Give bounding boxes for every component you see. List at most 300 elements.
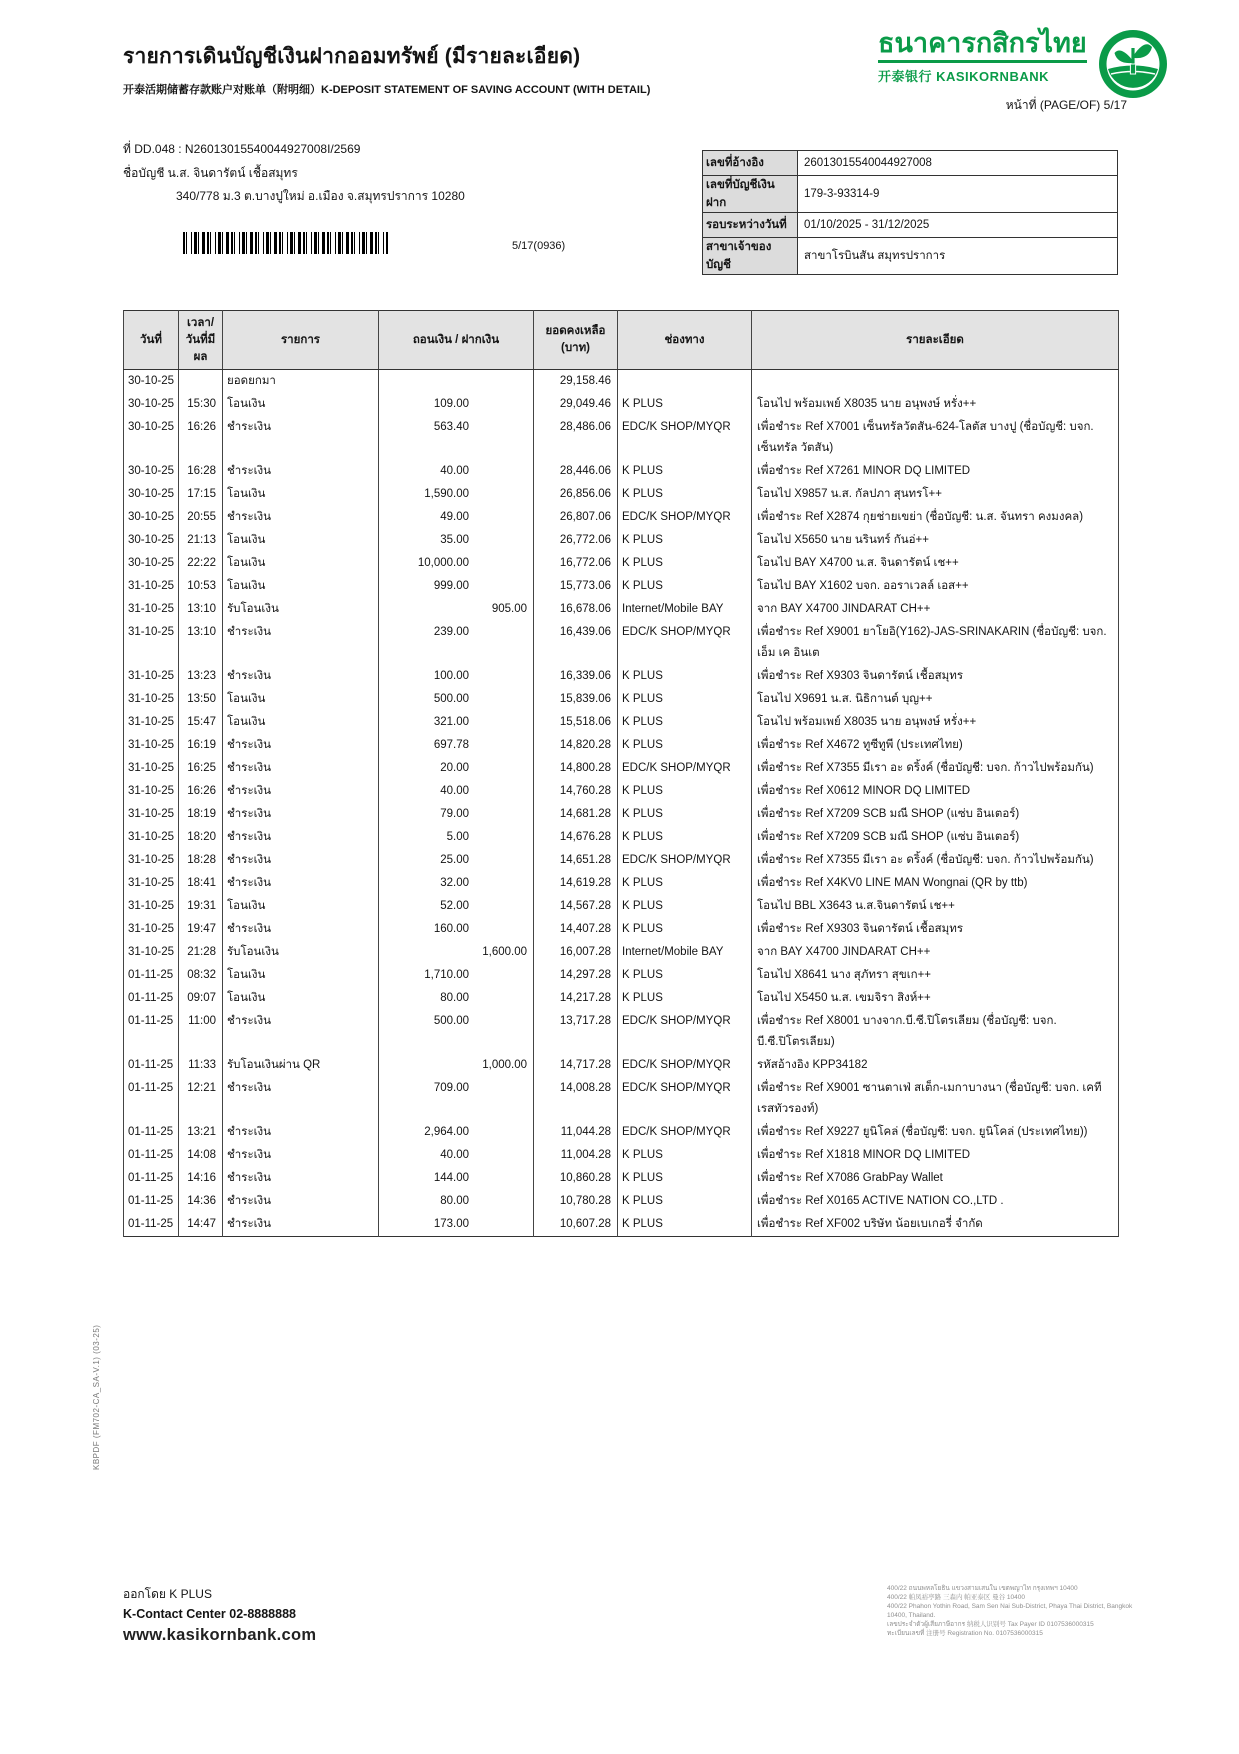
txn-channel: K PLUS (618, 483, 752, 506)
txn-amount: 144.00 (379, 1167, 534, 1190)
txn-details: เพื่อชำระ Ref X7209 SCB มณี SHOP (แซ่บ อินเตอร์) (752, 803, 1119, 826)
txn-date: 01-11-25 (124, 1167, 179, 1190)
txn-time: 12:21 (179, 1077, 223, 1121)
txn-channel: K PLUS (618, 1213, 752, 1237)
txn-channel: K PLUS (618, 688, 752, 711)
txn-date: 31-10-25 (124, 918, 179, 941)
txn-date: 30-10-25 (124, 483, 179, 506)
txn-item: โอนเงิน (223, 711, 379, 734)
txn-details: รหัสอ้างอิง KPP34182 (752, 1054, 1119, 1077)
txn-date: 30-10-25 (124, 552, 179, 575)
txn-item: รับโอนเงิน (223, 598, 379, 621)
txn-time: 17:15 (179, 483, 223, 506)
txn-item: ชำระเงิน (223, 1077, 379, 1121)
txn-details: เพื่อชำระ Ref X7001 เซ็นทรัลวัตสัน-624-โลตัส บางปู (ชื่อบัญชี: บจก. เซ็นทรัล วัตสัน) (752, 416, 1119, 460)
txn-details (752, 370, 1119, 394)
txn-details: โอนไป X5450 น.ส. เขมจิรา สิงห์++ (752, 987, 1119, 1010)
transaction-row (124, 1190, 1119, 1213)
txn-balance: 16,772.06 (534, 552, 618, 575)
txn-time: 22:22 (179, 552, 223, 575)
txn-item: โอนเงิน (223, 552, 379, 575)
txn-balance: 16,439.06 (534, 621, 618, 665)
txn-item: โอนเงิน (223, 964, 379, 987)
txn-details: เพื่อชำระ Ref X9303 จินดารัตน์ เชื้อสมุทร (752, 918, 1119, 941)
txn-balance: 14,717.28 (534, 1054, 618, 1077)
txn-item: โอนเงิน (223, 483, 379, 506)
txn-time: 15:30 (179, 393, 223, 416)
txn-balance: 10,860.28 (534, 1167, 618, 1190)
txn-details: จาก BAY X4700 JINDARAT CH++ (752, 941, 1119, 964)
txn-item: โอนเงิน (223, 393, 379, 416)
txn-channel: K PLUS (618, 1167, 752, 1190)
txn-item: ชำระเงิน (223, 621, 379, 665)
txn-details: เพื่อชำระ Ref X0612 MINOR DQ LIMITED (752, 780, 1119, 803)
txn-channel: EDC/K SHOP/MYQR (618, 1077, 752, 1121)
txn-item: ชำระเงิน (223, 506, 379, 529)
txn-item: ชำระเงิน (223, 826, 379, 849)
transaction-row (124, 552, 1119, 575)
txn-balance: 15,839.06 (534, 688, 618, 711)
txn-date: 31-10-25 (124, 803, 179, 826)
txn-date: 31-10-25 (124, 598, 179, 621)
fineprint-line: 400/22 帕凤裕亭路 三森内 帕亚泰区 曼谷 10400 (887, 1594, 1025, 1601)
txn-details: เพื่อชำระ Ref X0165 ACTIVE NATION CO.,LTD . (752, 1190, 1119, 1213)
transaction-row (124, 987, 1119, 1010)
info-value: 179-3-93314-9 (798, 176, 1118, 213)
bank-website: www.kasikornbank.com (123, 1626, 317, 1644)
txn-date: 31-10-25 (124, 621, 179, 665)
txn-date: 01-11-25 (124, 1010, 179, 1054)
txn-date: 31-10-25 (124, 575, 179, 598)
bank-address-fineprint (887, 1584, 1137, 1638)
txn-balance: 14,760.28 (534, 780, 618, 803)
txn-balance: 14,407.28 (534, 918, 618, 941)
txn-channel: Internet/Mobile BAY (618, 598, 752, 621)
txn-amount (379, 370, 534, 394)
txn-channel: K PLUS (618, 964, 752, 987)
bank-name-sub: 开泰银行 KASIKORNBANK (878, 60, 1087, 85)
txn-amount: 52.00 (379, 895, 534, 918)
txn-balance: 26,807.06 (534, 506, 618, 529)
col-header-balance-line2: (บาท) (561, 342, 590, 354)
txn-item: ชำระเงิน (223, 1121, 379, 1144)
txn-item: โอนเงิน (223, 529, 379, 552)
txn-item: ชำระเงิน (223, 734, 379, 757)
txn-item: รับโอนเงิน (223, 941, 379, 964)
txn-balance: 10,780.28 (534, 1190, 618, 1213)
txn-balance: 15,518.06 (534, 711, 618, 734)
txn-time: 13:21 (179, 1121, 223, 1144)
txn-date: 31-10-25 (124, 849, 179, 872)
transaction-row (124, 1077, 1119, 1121)
txn-details: เพื่อชำระ Ref X7355 มีเรา อะ ดริ้งค์ (ชื่อบัญชี: บจก. ก้าวไปพร้อมกัน) (752, 757, 1119, 780)
info-value: สาขาโรบินสัน สมุทรปราการ (798, 238, 1118, 275)
txn-date: 31-10-25 (124, 895, 179, 918)
txn-details: โอนไป พร้อมเพย์ X8035 นาย อนุพงษ์ หรั่ง++ (752, 393, 1119, 416)
txn-time: 13:10 (179, 621, 223, 665)
txn-item: ชำระเงิน (223, 1144, 379, 1167)
txn-item: โอนเงิน (223, 575, 379, 598)
txn-date: 31-10-25 (124, 711, 179, 734)
txn-channel: EDC/K SHOP/MYQR (618, 416, 752, 460)
txn-time: 21:13 (179, 529, 223, 552)
txn-amount: 160.00 (379, 918, 534, 941)
txn-item: ชำระเงิน (223, 803, 379, 826)
transaction-row (124, 872, 1119, 895)
txn-balance: 11,044.28 (534, 1121, 618, 1144)
txn-time: 16:19 (179, 734, 223, 757)
txn-time: 13:10 (179, 598, 223, 621)
transaction-row (124, 393, 1119, 416)
txn-balance: 14,567.28 (534, 895, 618, 918)
txn-amount: 100.00 (379, 665, 534, 688)
info-label: สาขาเจ้าของบัญชี (703, 238, 798, 275)
txn-channel: K PLUS (618, 734, 752, 757)
txn-item: โอนเงิน (223, 987, 379, 1010)
col-header-channel: ช่องทาง (618, 311, 752, 370)
txn-balance: 14,800.28 (534, 757, 618, 780)
txn-balance: 14,681.28 (534, 803, 618, 826)
info-row (703, 238, 1118, 275)
txn-details: โอนไป BBL X3643 น.ส.จินดารัตน์ เช++ (752, 895, 1119, 918)
bank-logo-block (878, 28, 1169, 100)
col-header-time-line1: เวลา/ (186, 316, 215, 329)
txn-amount: 500.00 (379, 1010, 534, 1054)
txn-time: 09:07 (179, 987, 223, 1010)
txn-time: 11:33 (179, 1054, 223, 1077)
txn-amount: 697.78 (379, 734, 534, 757)
txn-amount: 563.40 (379, 416, 534, 460)
transaction-row (124, 529, 1119, 552)
txn-item: ชำระเงิน (223, 780, 379, 803)
txn-item: ชำระเงิน (223, 918, 379, 941)
transaction-row (124, 964, 1119, 987)
fineprint-line: 400/22 Phahon Yothin Road, Sam Sen Nai Sub-District, Phaya Thai District, Bangkok 10400, Thailand. (887, 1603, 1133, 1619)
info-label: รอบระหว่างวันที่ (703, 213, 798, 238)
txn-item: ยอดยกมา (223, 370, 379, 394)
txn-item: ชำระเงิน (223, 1190, 379, 1213)
txn-details: เพื่อชำระ Ref X9001 ซานตาเฟ่ สเต็ก-เมกาบางนา (ชื่อบัญชี: บจก. เคที เรสทัวรองท์) (752, 1077, 1119, 1121)
txn-balance: 29,049.46 (534, 393, 618, 416)
txn-balance: 13,717.28 (534, 1010, 618, 1054)
txn-details: เพื่อชำระ Ref X7086 GrabPay Wallet (752, 1167, 1119, 1190)
fineprint-line: เลขประจำตัวผู้เสียภาษีอากร 纳税人识别号 Tax Payer ID 0107536000315 (887, 1621, 1094, 1628)
txn-amount: 321.00 (379, 711, 534, 734)
txn-item: รับโอนเงินผ่าน QR (223, 1054, 379, 1077)
bank-name-th: ธนาคารกสิกรไทย (878, 28, 1087, 58)
txn-amount: 32.00 (379, 872, 534, 895)
txn-channel: K PLUS (618, 895, 752, 918)
txn-date: 01-11-25 (124, 1213, 179, 1237)
bank-name-block (878, 28, 1087, 85)
txn-item: ชำระเงิน (223, 416, 379, 460)
txn-details: เพื่อชำระ Ref X7209 SCB มณี SHOP (แซ่บ อินเตอร์) (752, 826, 1119, 849)
txn-details: โอนไป BAY X1602 บจก. ออราเวลล์ เอส++ (752, 575, 1119, 598)
txn-channel: K PLUS (618, 1190, 752, 1213)
transaction-row (124, 780, 1119, 803)
info-value: 01/10/2025 - 31/12/2025 (798, 213, 1118, 238)
txn-time: 11:00 (179, 1010, 223, 1054)
info-label: เลขที่อ้างอิง (703, 151, 798, 176)
txn-item: ชำระเงิน (223, 849, 379, 872)
txn-amount: 1,710.00 (379, 964, 534, 987)
txn-date: 31-10-25 (124, 734, 179, 757)
txn-balance: 16,007.28 (534, 941, 618, 964)
txn-date: 01-11-25 (124, 1144, 179, 1167)
txn-details: เพื่อชำระ Ref X2874 กุยช่ายเขย่า (ชื่อบัญชี: น.ส. จันทรา คงมงคล) (752, 506, 1119, 529)
transaction-row (124, 1054, 1119, 1077)
transaction-row (124, 711, 1119, 734)
transaction-row (124, 1167, 1119, 1190)
transaction-row (124, 1213, 1119, 1237)
txn-date: 31-10-25 (124, 872, 179, 895)
txn-channel: K PLUS (618, 872, 752, 895)
txn-channel: K PLUS (618, 780, 752, 803)
account-info-box (702, 150, 1118, 275)
form-code-side-note: KBPDF (FM702-CA_SA-V.1) (03-25) (92, 1324, 101, 1470)
transaction-row (124, 621, 1119, 665)
document-number: ที่ DD.048 : N26013015540044927008I/2569 (123, 142, 361, 156)
txn-amount: 25.00 (379, 849, 534, 872)
txn-time: 16:25 (179, 757, 223, 780)
col-header-time-line2: วันที่มีผล (185, 333, 216, 363)
txn-channel: K PLUS (618, 987, 752, 1010)
txn-balance: 16,678.06 (534, 598, 618, 621)
txn-time: 19:31 (179, 895, 223, 918)
txn-date: 30-10-25 (124, 529, 179, 552)
txn-date: 31-10-25 (124, 780, 179, 803)
txn-amount: 500.00 (379, 688, 534, 711)
txn-channel: EDC/K SHOP/MYQR (618, 1054, 752, 1077)
txn-details: โอนไป X5650 นาย นรินทร์ กันอ่++ (752, 529, 1119, 552)
txn-time: 20:55 (179, 506, 223, 529)
txn-channel: EDC/K SHOP/MYQR (618, 621, 752, 665)
txn-details: เพื่อชำระ Ref X7261 MINOR DQ LIMITED (752, 460, 1119, 483)
txn-item: ชำระเงิน (223, 1167, 379, 1190)
txn-amount: 35.00 (379, 529, 534, 552)
txn-date: 01-11-25 (124, 1121, 179, 1144)
txn-balance: 14,008.28 (534, 1077, 618, 1121)
txn-channel: K PLUS (618, 529, 752, 552)
txn-time: 08:32 (179, 964, 223, 987)
info-value: 26013015540044927008 (798, 151, 1118, 176)
txn-balance: 26,856.06 (534, 483, 618, 506)
txn-amount: 20.00 (379, 757, 534, 780)
transaction-row (124, 506, 1119, 529)
txn-channel (618, 370, 752, 394)
txn-amount: 40.00 (379, 460, 534, 483)
txn-amount: 80.00 (379, 1190, 534, 1213)
txn-date: 31-10-25 (124, 826, 179, 849)
txn-channel: EDC/K SHOP/MYQR (618, 1121, 752, 1144)
txn-balance: 11,004.28 (534, 1144, 618, 1167)
txn-details: เพื่อชำระ Ref X9303 จินดารัตน์ เชื้อสมุทร (752, 665, 1119, 688)
txn-date: 01-11-25 (124, 1054, 179, 1077)
txn-time: 14:16 (179, 1167, 223, 1190)
txn-time: 15:47 (179, 711, 223, 734)
txn-amount: 2,964.00 (379, 1121, 534, 1144)
txn-date: 30-10-25 (124, 393, 179, 416)
col-header-date: วันที่ (124, 311, 179, 370)
txn-channel: K PLUS (618, 803, 752, 826)
txn-date: 31-10-25 (124, 757, 179, 780)
col-header-time (179, 311, 223, 370)
txn-time: 10:53 (179, 575, 223, 598)
transaction-row (124, 688, 1119, 711)
txn-date: 31-10-25 (124, 941, 179, 964)
transaction-row (124, 918, 1119, 941)
txn-balance: 14,651.28 (534, 849, 618, 872)
txn-balance: 14,820.28 (534, 734, 618, 757)
issued-by: ออกโดย K PLUS (123, 1587, 212, 1601)
txn-details: เพื่อชำระ Ref X8001 บางจาก.บี.ซี.ปิโตรเลียม (ชื่อบัญชี: บจก. บี.ซี.ปิโตรเลียม) (752, 1010, 1119, 1054)
fineprint-line: 400/22 ถนนพหลโยธิน แขวงสามเสนใน เขตพญาไท กรุงเทพฯ 10400 (887, 1585, 1078, 1592)
txn-details: จาก BAY X4700 JINDARAT CH++ (752, 598, 1119, 621)
page-subtitle: 开泰活期储蓄存款账户对账单（附明细）K-DEPOSIT STATEMENT OF SAVING ACCOUNT (WITH DETAIL) (123, 84, 651, 96)
txn-amount: 79.00 (379, 803, 534, 826)
col-header-balance-line1: ยอดคงเหลือ (545, 325, 606, 337)
txn-time: 13:50 (179, 688, 223, 711)
txn-amount: 10,000.00 (379, 552, 534, 575)
txn-details: เพื่อชำระ Ref XF002 บริษัท น้อยเบเกอรี่ จำกัด (752, 1213, 1119, 1237)
txn-balance: 15,773.06 (534, 575, 618, 598)
txn-time: 14:08 (179, 1144, 223, 1167)
transaction-row (124, 460, 1119, 483)
account-info-body (703, 151, 1118, 275)
txn-time: 18:28 (179, 849, 223, 872)
txn-details: โอนไป BAY X4700 น.ส. จินดารัตน์ เช++ (752, 552, 1119, 575)
txn-time: 14:47 (179, 1213, 223, 1237)
txn-details: เพื่อชำระ Ref X1818 MINOR DQ LIMITED (752, 1144, 1119, 1167)
transaction-row (124, 757, 1119, 780)
txn-balance: 16,339.06 (534, 665, 618, 688)
transaction-row (124, 483, 1119, 506)
transaction-row (124, 826, 1119, 849)
txn-channel: K PLUS (618, 1144, 752, 1167)
txn-date: 31-10-25 (124, 665, 179, 688)
txn-amount: 1,600.00 (379, 941, 534, 964)
txn-balance: 10,607.28 (534, 1213, 618, 1237)
txn-balance: 28,486.06 (534, 416, 618, 460)
txn-table-body (124, 370, 1119, 1237)
txn-item: ชำระเงิน (223, 872, 379, 895)
txn-details: โอนไป X9691 น.ส. นิธิกานต์ บุญ++ (752, 688, 1119, 711)
txn-details: โอนไป X8641 นาง สุภัทรา สุขเก++ (752, 964, 1119, 987)
txn-amount: 999.00 (379, 575, 534, 598)
transaction-row (124, 1144, 1119, 1167)
txn-details: เพื่อชำระ Ref X9001 ยาโยอิ(Y162)-JAS-SRINAKARIN (ชื่อบัญชี: บจก. เอ็ม เค อินเต (752, 621, 1119, 665)
txn-channel: K PLUS (618, 460, 752, 483)
title-block (123, 40, 763, 97)
txn-details: เพื่อชำระ Ref X4672 ทูซีทูพี (ประเทศไทย) (752, 734, 1119, 757)
transaction-row (124, 1121, 1119, 1144)
fineprint-line: ทะเบียนเลขที่ 注册号 Registration No. 0107536000315 (887, 1630, 1043, 1637)
transaction-row (124, 416, 1119, 460)
transaction-row (124, 575, 1119, 598)
txn-time: 16:26 (179, 780, 223, 803)
txn-channel: Internet/Mobile BAY (618, 941, 752, 964)
txn-balance: 14,619.28 (534, 872, 618, 895)
txn-item: โอนเงิน (223, 895, 379, 918)
txn-amount: 109.00 (379, 393, 534, 416)
txn-time: 18:41 (179, 872, 223, 895)
transaction-row (124, 598, 1119, 621)
footer-left (123, 1585, 316, 1645)
txn-channel: EDC/K SHOP/MYQR (618, 757, 752, 780)
info-row (703, 176, 1118, 213)
txn-amount: 239.00 (379, 621, 534, 665)
col-header-item: รายการ (223, 311, 379, 370)
txn-balance: 14,217.28 (534, 987, 618, 1010)
txn-channel: K PLUS (618, 918, 752, 941)
transaction-row (124, 370, 1119, 394)
txn-date: 01-11-25 (124, 964, 179, 987)
txn-details: โอนไป พร้อมเพย์ X8035 นาย อนุพงษ์ หรั่ง++ (752, 711, 1119, 734)
transaction-row (124, 734, 1119, 757)
txn-balance: 14,297.28 (534, 964, 618, 987)
txn-amount: 1,000.00 (379, 1054, 534, 1077)
txn-channel: K PLUS (618, 552, 752, 575)
txn-date: 01-11-25 (124, 1190, 179, 1213)
txn-time: 14:36 (179, 1190, 223, 1213)
txn-time: 16:26 (179, 416, 223, 460)
barcode-caption: 5/17(0936) (512, 240, 566, 252)
txn-channel: K PLUS (618, 665, 752, 688)
account-name: ชื่อบัญชี น.ส. จินดารัตน์ เชื้อสมุทร (123, 166, 298, 180)
txn-channel: EDC/K SHOP/MYQR (618, 849, 752, 872)
txn-time: 21:28 (179, 941, 223, 964)
txn-amount: 905.00 (379, 598, 534, 621)
txn-amount: 1,590.00 (379, 483, 534, 506)
txn-item: ชำระเงิน (223, 757, 379, 780)
txn-amount: 40.00 (379, 1144, 534, 1167)
txn-balance: 14,676.28 (534, 826, 618, 849)
txn-amount: 49.00 (379, 506, 534, 529)
txn-time: 18:19 (179, 803, 223, 826)
col-header-details: รายละเอียด (752, 311, 1119, 370)
txn-date: 31-10-25 (124, 688, 179, 711)
page-title: รายการเดินบัญชีเงินฝากออมทรัพย์ (มีรายละเอียด) (123, 45, 581, 68)
txn-details: โอนไป X9857 น.ส. กัลปภา สุนทรโ++ (752, 483, 1119, 506)
transaction-row (124, 803, 1119, 826)
txn-channel: K PLUS (618, 826, 752, 849)
txn-time (179, 370, 223, 394)
contact-center: K-Contact Center 02-8888888 (123, 1607, 296, 1621)
txn-time: 18:20 (179, 826, 223, 849)
txn-amount: 40.00 (379, 780, 534, 803)
txn-channel: K PLUS (618, 711, 752, 734)
transactions-header (124, 311, 1119, 370)
col-header-amount: ถอนเงิน / ฝากเงิน (379, 311, 534, 370)
txn-amount: 709.00 (379, 1077, 534, 1121)
txn-channel: K PLUS (618, 575, 752, 598)
txn-item: ชำระเงิน (223, 460, 379, 483)
txn-channel: EDC/K SHOP/MYQR (618, 506, 752, 529)
txn-time: 13:23 (179, 665, 223, 688)
account-address: 340/778 ม.3 ต.บางปูใหม่ อ.เมือง จ.สมุทรปราการ 10280 (176, 189, 465, 203)
txn-balance: 28,446.06 (534, 460, 618, 483)
txn-amount: 173.00 (379, 1213, 534, 1237)
transaction-row (124, 849, 1119, 872)
page-number: หน้าที่ (PAGE/OF) 5/17 (1005, 98, 1127, 112)
txn-balance: 29,158.46 (534, 370, 618, 394)
info-label: เลขที่บัญชีเงินฝาก (703, 176, 798, 213)
barcode (183, 232, 388, 254)
transaction-row (124, 941, 1119, 964)
txn-item: ชำระเงิน (223, 1010, 379, 1054)
txn-date: 01-11-25 (124, 987, 179, 1010)
txn-item: ชำระเงิน (223, 665, 379, 688)
